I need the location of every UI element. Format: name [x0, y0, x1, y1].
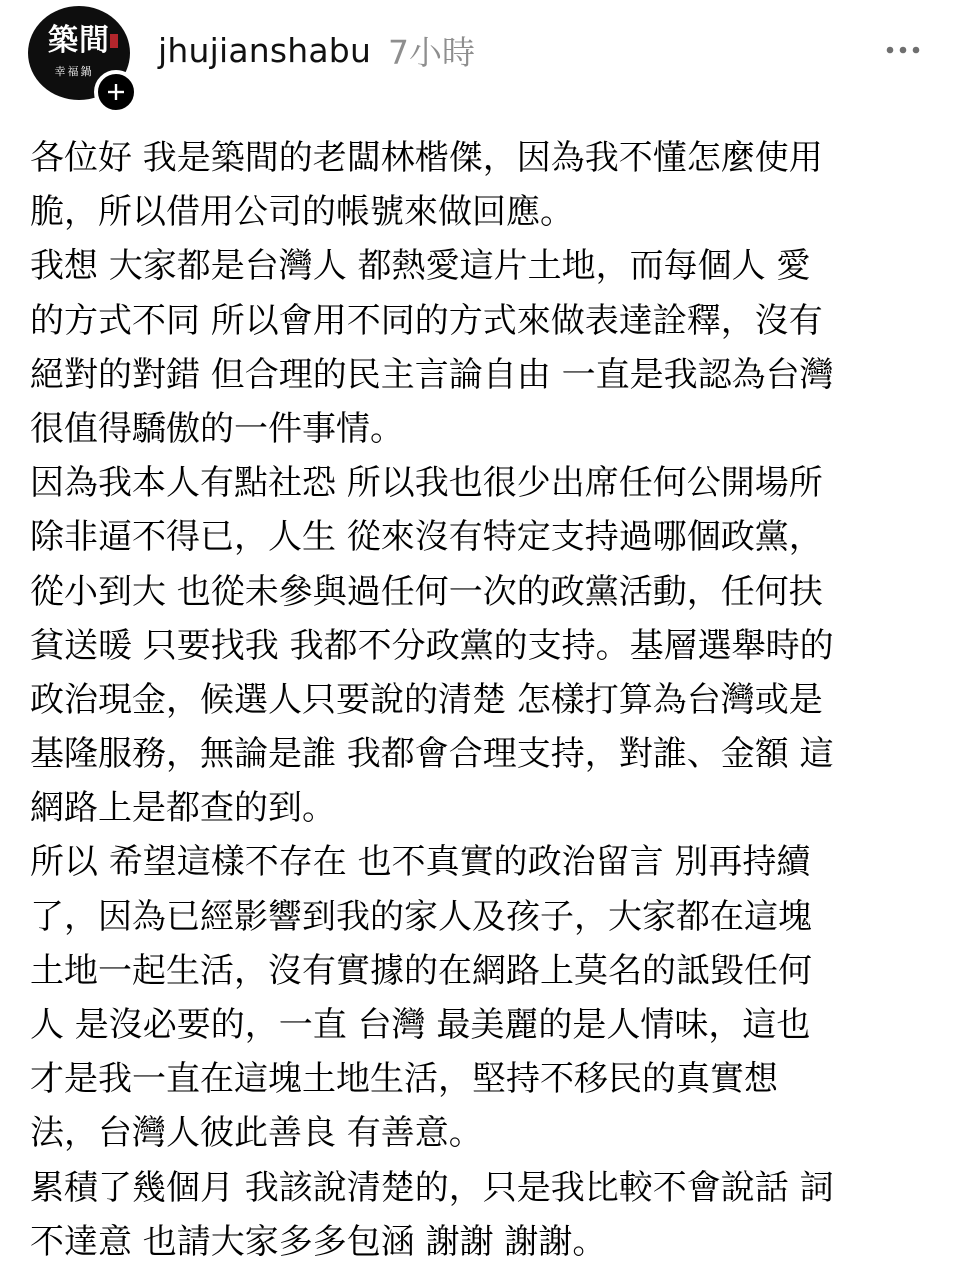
avatar-logo-text: 築間 — [48, 23, 110, 58]
post-text-line: 政治現金，候選人只要說的清楚 怎樣打算為台灣或是 — [30, 679, 823, 720]
post-text-line: 法，台灣人彼此善良 有善意。 — [30, 1113, 483, 1154]
post-text-line: 很值得驕傲的一件事情。 — [30, 408, 404, 449]
more-options-button[interactable] — [880, 38, 926, 62]
post-text-line: 脆，所以借用公司的帳號來做回應。 — [30, 192, 574, 233]
post-text-line: 的方式不同 所以會用不同的方式來做表達詮釋，沒有 — [30, 300, 823, 341]
post-text-line: 網路上是都查的到。 — [30, 788, 336, 829]
post-text-line: 貧送暖 只要找我 我都不分政黨的支持。基層選舉時的 — [30, 625, 834, 666]
post-body — [30, 131, 930, 1269]
username[interactable]: jhujianshabu — [158, 31, 372, 70]
post-text-line: 累積了幾個月 我該說清楚的，只是我比較不會說話 詞 — [30, 1167, 834, 1208]
post-text-line: 基隆服務，無論是誰 我都會合理支持，對誰、金額 這 — [30, 734, 834, 775]
post-text-line: 所以 希望這樣不存在 也不真實的政治留言 別再持續 — [30, 842, 811, 883]
post-timestamp: 7小時 — [388, 33, 475, 72]
post-text-line: 人 是沒必要的，一直 台灣 最美麗的是人情味，這也 — [30, 1005, 811, 1045]
post-text-line: 才是我一直在這塊土地生活，堅持不移民的真實想 — [30, 1059, 778, 1100]
seal-icon — [110, 34, 118, 48]
follow-button[interactable] — [94, 70, 138, 114]
more-horizontal-icon — [880, 38, 926, 62]
avatar-container[interactable] — [28, 6, 136, 106]
post-text-line: 絕對的對錯 但合理的民主言論自由 一直是我認為台灣 — [30, 354, 834, 395]
post-text-line: 從小到大 也從未參與過任何一次的政黨活動，任何扶 — [30, 571, 823, 612]
post-text-line: 不達意 也請大家多多包涵 謝謝 謝謝。 — [30, 1221, 607, 1262]
post-text-line: 各位好 我是築間的老闆林楷傑，因為我不懂怎麼使用 — [30, 138, 823, 178]
avatar-subtitle: 幸福鍋 — [54, 65, 94, 78]
post-text-line: 了，因為已經影響到我的家人及孩子，大家都在這塊 — [30, 896, 812, 937]
post-text-line: 土地一起生活，沒有實據的在網路上莫名的詆毀任何 — [30, 950, 812, 991]
post-text-line: 我想 大家都是台灣人 都熱愛這片土地，而每個人 愛 — [30, 246, 811, 287]
post-header — [0, 0, 959, 120]
post-text-line: 除非逼不得已，人生 從來沒有特定支持過哪個政黨， — [30, 517, 823, 558]
plus-icon — [107, 83, 125, 101]
post-text-line: 因為我本人有點社恐 所以我也很少出席任何公開場所 — [30, 463, 823, 504]
